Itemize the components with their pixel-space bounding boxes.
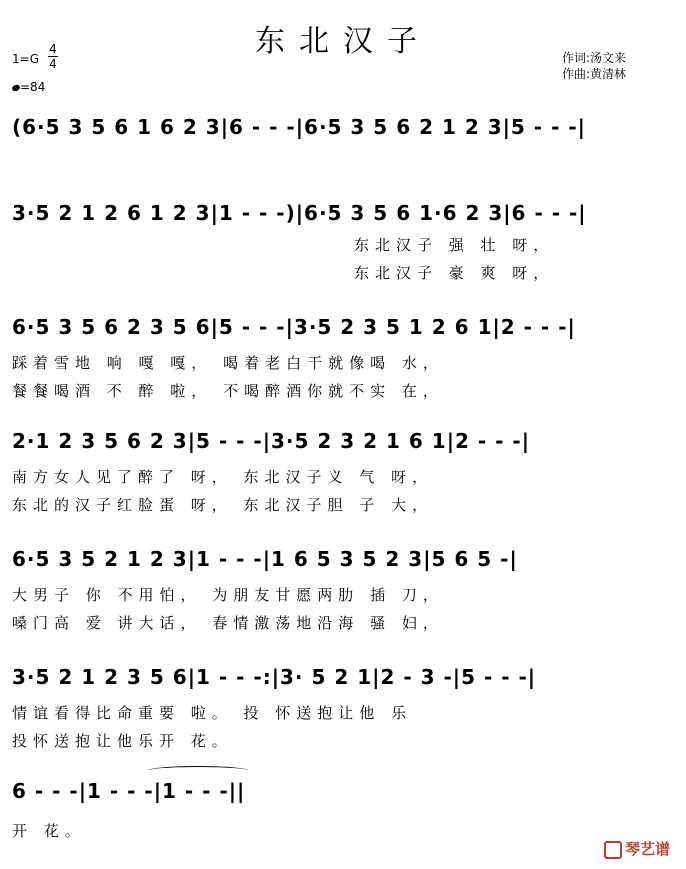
lyric-line-1: 开 花。: [12, 822, 86, 840]
lyric-line-2: 东北汉子 豪 爽 呀，: [354, 264, 555, 282]
lyric-line-2: 嗓门高 爱 讲大话， 春情激荡地沿海 骚 妇，: [12, 614, 444, 632]
lyric-line-1: 踩着雪地 响 嘎 嘎， 喝着老白干就像喝 水，: [12, 354, 444, 372]
time-denominator: 4: [49, 57, 57, 71]
score-system-1: [12, 112, 672, 142]
notation-line: 3·5 2 1 2 3 5 6|1 - - -:|3· 5 2 1|2 - 3 -|5 - - -|: [12, 665, 537, 689]
lyric-line-2: 东北的汉子红脸蛋 呀， 东北汉子胆 子 大，: [12, 496, 434, 514]
site-logo: [604, 838, 670, 859]
time-numerator: 4: [49, 42, 57, 56]
score-system-5: [12, 544, 672, 632]
notation-line: 6·5 3 5 6 2 3 5 6|5 - - -|3·5 2 3 5 1 2 6 1|2 - - -|: [12, 315, 576, 339]
notation-line: 6·5 3 5 2 1 2 3|1 - - -|1 6 5 3 5 2 3|5 6 5 -|: [12, 547, 518, 571]
lyric-line-1: 大男子 你 不用怕， 为朋友甘愿两肋 插 刀，: [12, 586, 444, 604]
notation-line: 6 - - -|1 - - -|1 - - -||: [12, 779, 246, 803]
score-system-2: [12, 198, 672, 282]
composer: 作曲:黄清林: [562, 67, 627, 81]
tempo-value: =84: [20, 80, 46, 94]
time-signature: [46, 42, 60, 71]
score-system-7: [12, 776, 672, 840]
score-system-3: [12, 312, 672, 400]
notation-line: (6·5 3 5 6 1 6 2 3|6 - - -|6·5 3 5 6 2 1 2 3|5 - - -|: [12, 115, 586, 139]
lyricist: 作词:汤文来: [562, 51, 627, 65]
logo-text: 琴艺谱: [625, 840, 671, 858]
tempo-marking: [12, 80, 45, 94]
lyric-line-2: 投怀送抱让他乐开 花。: [12, 732, 233, 750]
lyric-line-1: 情谊看得比命重要 啦。 投 怀送抱让他 乐: [12, 704, 413, 722]
notation-line: 2·1 2 3 5 6 2 3|5 - - -|3·5 2 3 2 1 6 1|2 - - -|: [12, 429, 531, 453]
credits: [562, 50, 626, 82]
notation-line: 3·5 2 1 2 6 1 2 3|1 - - -)|6·5 3 5 6 1·6 2 3|6 - - -|: [12, 201, 587, 225]
lyric-line-1: 南方女人见了醉了 呀， 东北汉子义 气 呀，: [12, 468, 434, 486]
page-title: 东北汉子: [255, 24, 431, 59]
slur: [148, 766, 248, 775]
score-system-6: [12, 662, 672, 750]
lyric-line-2: 餐餐喝酒 不 醉 啦， 不喝醉酒你就不实 在，: [12, 382, 444, 400]
key-signature: 1=G: [12, 52, 39, 66]
lyric-line-1: 东北汉子 强 壮 呀，: [354, 236, 555, 254]
logo-mark-icon: [604, 841, 622, 859]
score-system-4: [12, 426, 672, 514]
